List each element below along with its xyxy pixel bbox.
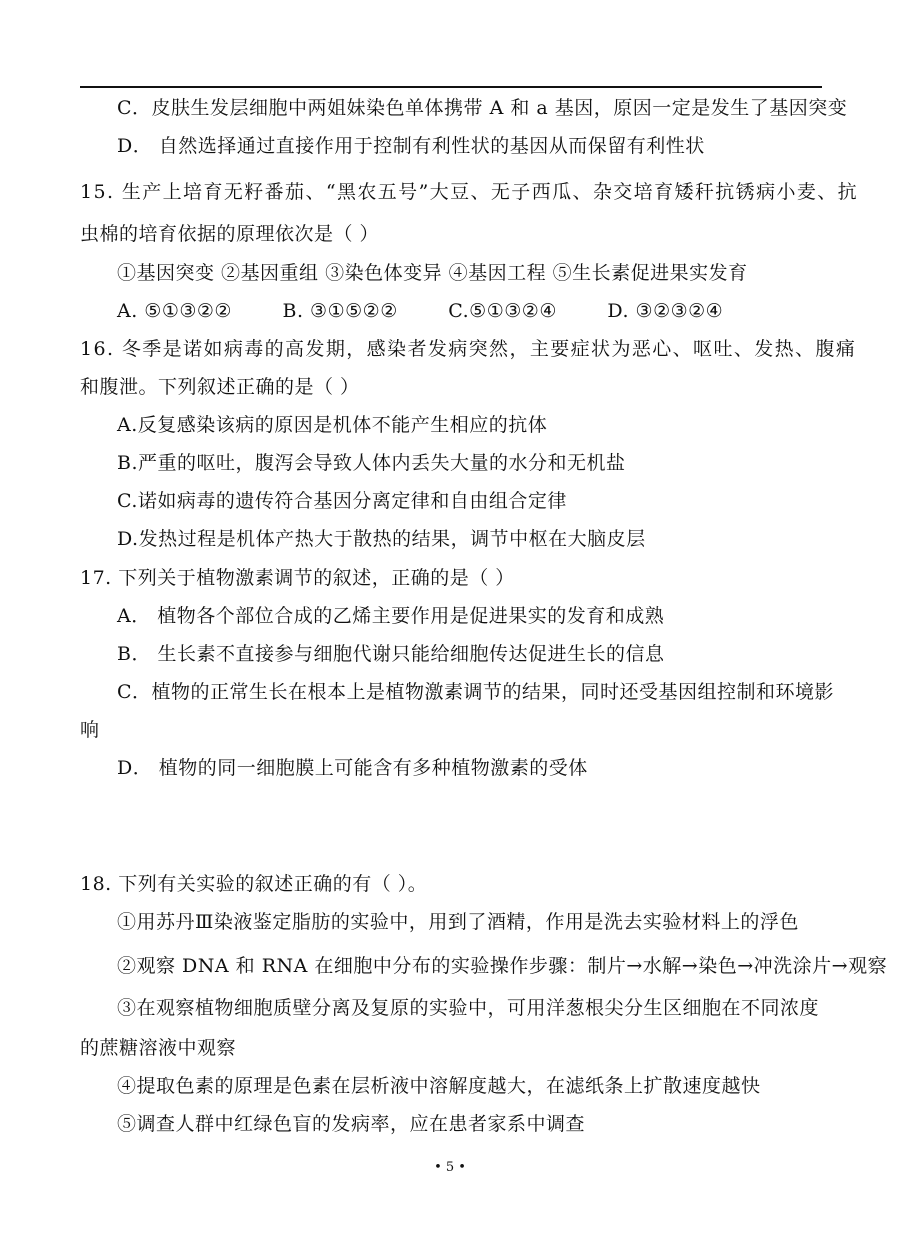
q16-option-b: B.严重的呕吐，腹泻会导致人体内丢失大量的水分和无机盐 (117, 452, 626, 474)
q15-option-b: B. ③①⑤②② (282, 300, 398, 322)
q15-option-c: C.⑤①③②④ (448, 300, 557, 322)
q15-options (117, 299, 723, 323)
q16-option-d: D.发热过程是机体产热大于散热的结果，调节中枢在大脑皮层 (117, 528, 646, 550)
q18-item-3-line1: ③在观察植物细胞质壁分离及复原的实验中，可用洋葱根尖分生区细胞在不同浓度 (117, 997, 820, 1019)
q17-option-c-line1: C．植物的正常生长在根本上是植物激素调节的结果，同时还受基因组控制和环境影 (117, 681, 835, 703)
q15-stem-line2: 虫棉的培育依据的原理依次是（ ） (80, 223, 380, 245)
q18-item-5: ⑤调查人群中红绿色盲的发病率，应在患者家系中调查 (117, 1113, 586, 1135)
q18-stem: 18. 下列有关实验的叙述正确的有（ ）。 (80, 873, 428, 895)
q17-option-a: A． 植物各个部位合成的乙烯主要作用是促进果实的发育和成熟 (117, 605, 665, 627)
q14-option-d: D． 自然选择通过直接作用于控制有利性状的基因从而保留有利性状 (117, 135, 705, 157)
q15-principles: ①基因突变 ②基因重组 ③染色体变异 ④基因工程 ⑤生长素促进果实发育 (117, 262, 748, 284)
q17-option-d: D． 植物的同一细胞膜上可能含有多种植物激素的受体 (117, 757, 588, 779)
q15-stem-line1: 15. 生产上培育无籽番茄、“黑农五号”大豆、无子西瓜、杂交培育矮秆抗锈病小麦、抗 (80, 181, 859, 203)
header-rule (80, 86, 822, 88)
q14-option-c: C．皮肤生发层细胞中两姐妹染色单体携带 A 和 a 基因，原因一定是发生了基因突变 (117, 97, 848, 119)
page-number: • 5 • (434, 1160, 466, 1175)
q18-item-4: ④提取色素的原理是色素在层析液中溶解度越大，在滤纸条上扩散速度越快 (117, 1075, 761, 1097)
q16-option-c: C.诺如病毒的遗传符合基因分离定律和自由组合定律 (117, 490, 567, 512)
q16-stem-line1: 16. 冬季是诺如病毒的高发期，感染者发病突然，主要症状为恶心、呕吐、发热、腹痛 (80, 338, 857, 360)
q17-option-b: B． 生长素不直接参与细胞代谢只能给细胞传达促进生长的信息 (117, 643, 665, 665)
q18-item-1: ①用苏丹Ⅲ染液鉴定脂肪的实验中，用到了酒精，作用是洗去实验材料上的浮色 (117, 911, 799, 933)
q16-stem-line2: 和腹泄。下列叙述正确的是（ ） (80, 376, 360, 398)
q16-option-a: A.反复感染该病的原因是机体不能产生相应的抗体 (117, 414, 548, 436)
q18-item-2: ②观察 DNA 和 RNA 在细胞中分布的实验操作步骤：制片→水解→染色→冲洗涂片→观察 (117, 955, 888, 977)
q18-item-3-line2: 的蔗糖溶液中观察 (80, 1037, 237, 1059)
q15-option-d: D. ③②③②④ (607, 300, 724, 322)
q15-option-a: A. ⑤①③②② (117, 300, 232, 322)
q17-option-c-line2: 响 (80, 719, 100, 741)
q17-stem: 17. 下列关于植物激素调节的叙述，正确的是（ ） (80, 567, 515, 589)
